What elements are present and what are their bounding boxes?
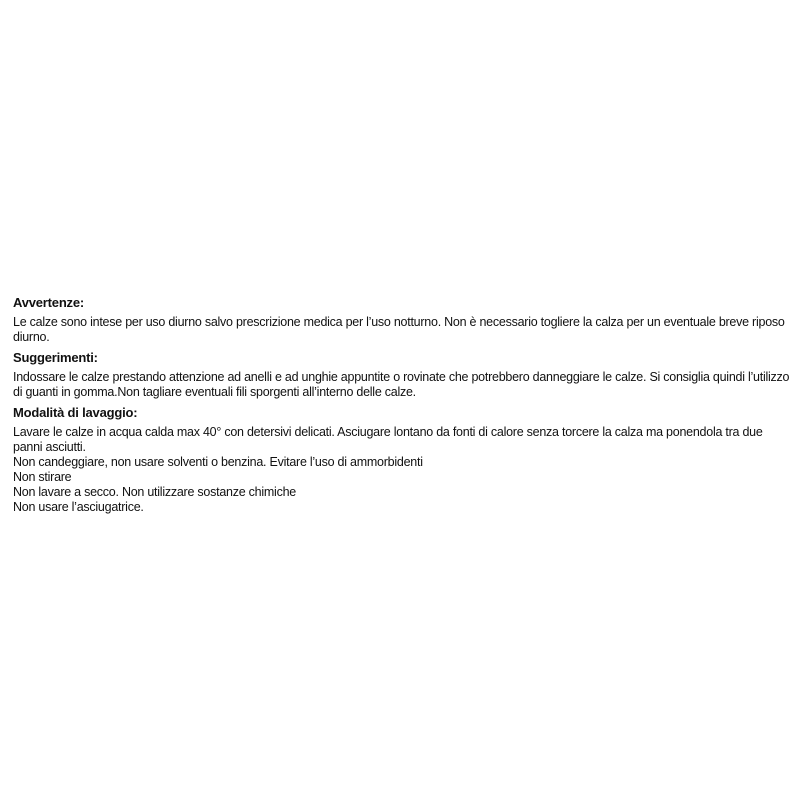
paragraph-lavaggio-istruzioni: Lavare le calze in acqua calda max 40° con detersivi delicati. Asciugare lontano da fonti di calore senza torcere la calza ma ponendola tra due panni asciutti. — [13, 425, 763, 454]
section-suggerimenti — [13, 350, 792, 400]
paragraph-non-stirare: Non stirare — [13, 470, 72, 484]
section-avvertenze — [13, 295, 792, 345]
paragraph-avvertenze: Le calze sono intese per uso diurno salvo prescrizione medica per l’uso notturno. Non è necessario togliere la calza per un eventuale breve riposo diurno. — [13, 315, 785, 344]
paragraph-non-usare-asciugatrice: Non usare l’asciugatrice. — [13, 500, 144, 514]
section-heading-suggerimenti: Suggerimenti: — [13, 350, 98, 365]
paragraph-suggerimenti: Indossare le calze prestando attenzione ad anelli e ad unghie appuntite o rovinate che potrebbero danneggiare le calze. Si consiglia quindi l’utilizzo di guanti in gomma.Non tagliare eventuali fili sporgenti all’interno delle calze. — [13, 370, 790, 399]
paragraph-non-lavare-a-secco: Non lavare a secco. Non utilizzare sostanze chimiche — [13, 485, 296, 499]
section-modalita-di-lavaggio — [13, 405, 792, 515]
paragraph-non-candeggiare: Non candeggiare, non usare solventi o benzina. Evitare l’uso di ammorbidenti — [13, 455, 423, 469]
section-heading-avvertenze: Avvertenze: — [13, 295, 85, 310]
section-heading-modalita-di-lavaggio: Modalità di lavaggio: — [13, 405, 138, 420]
